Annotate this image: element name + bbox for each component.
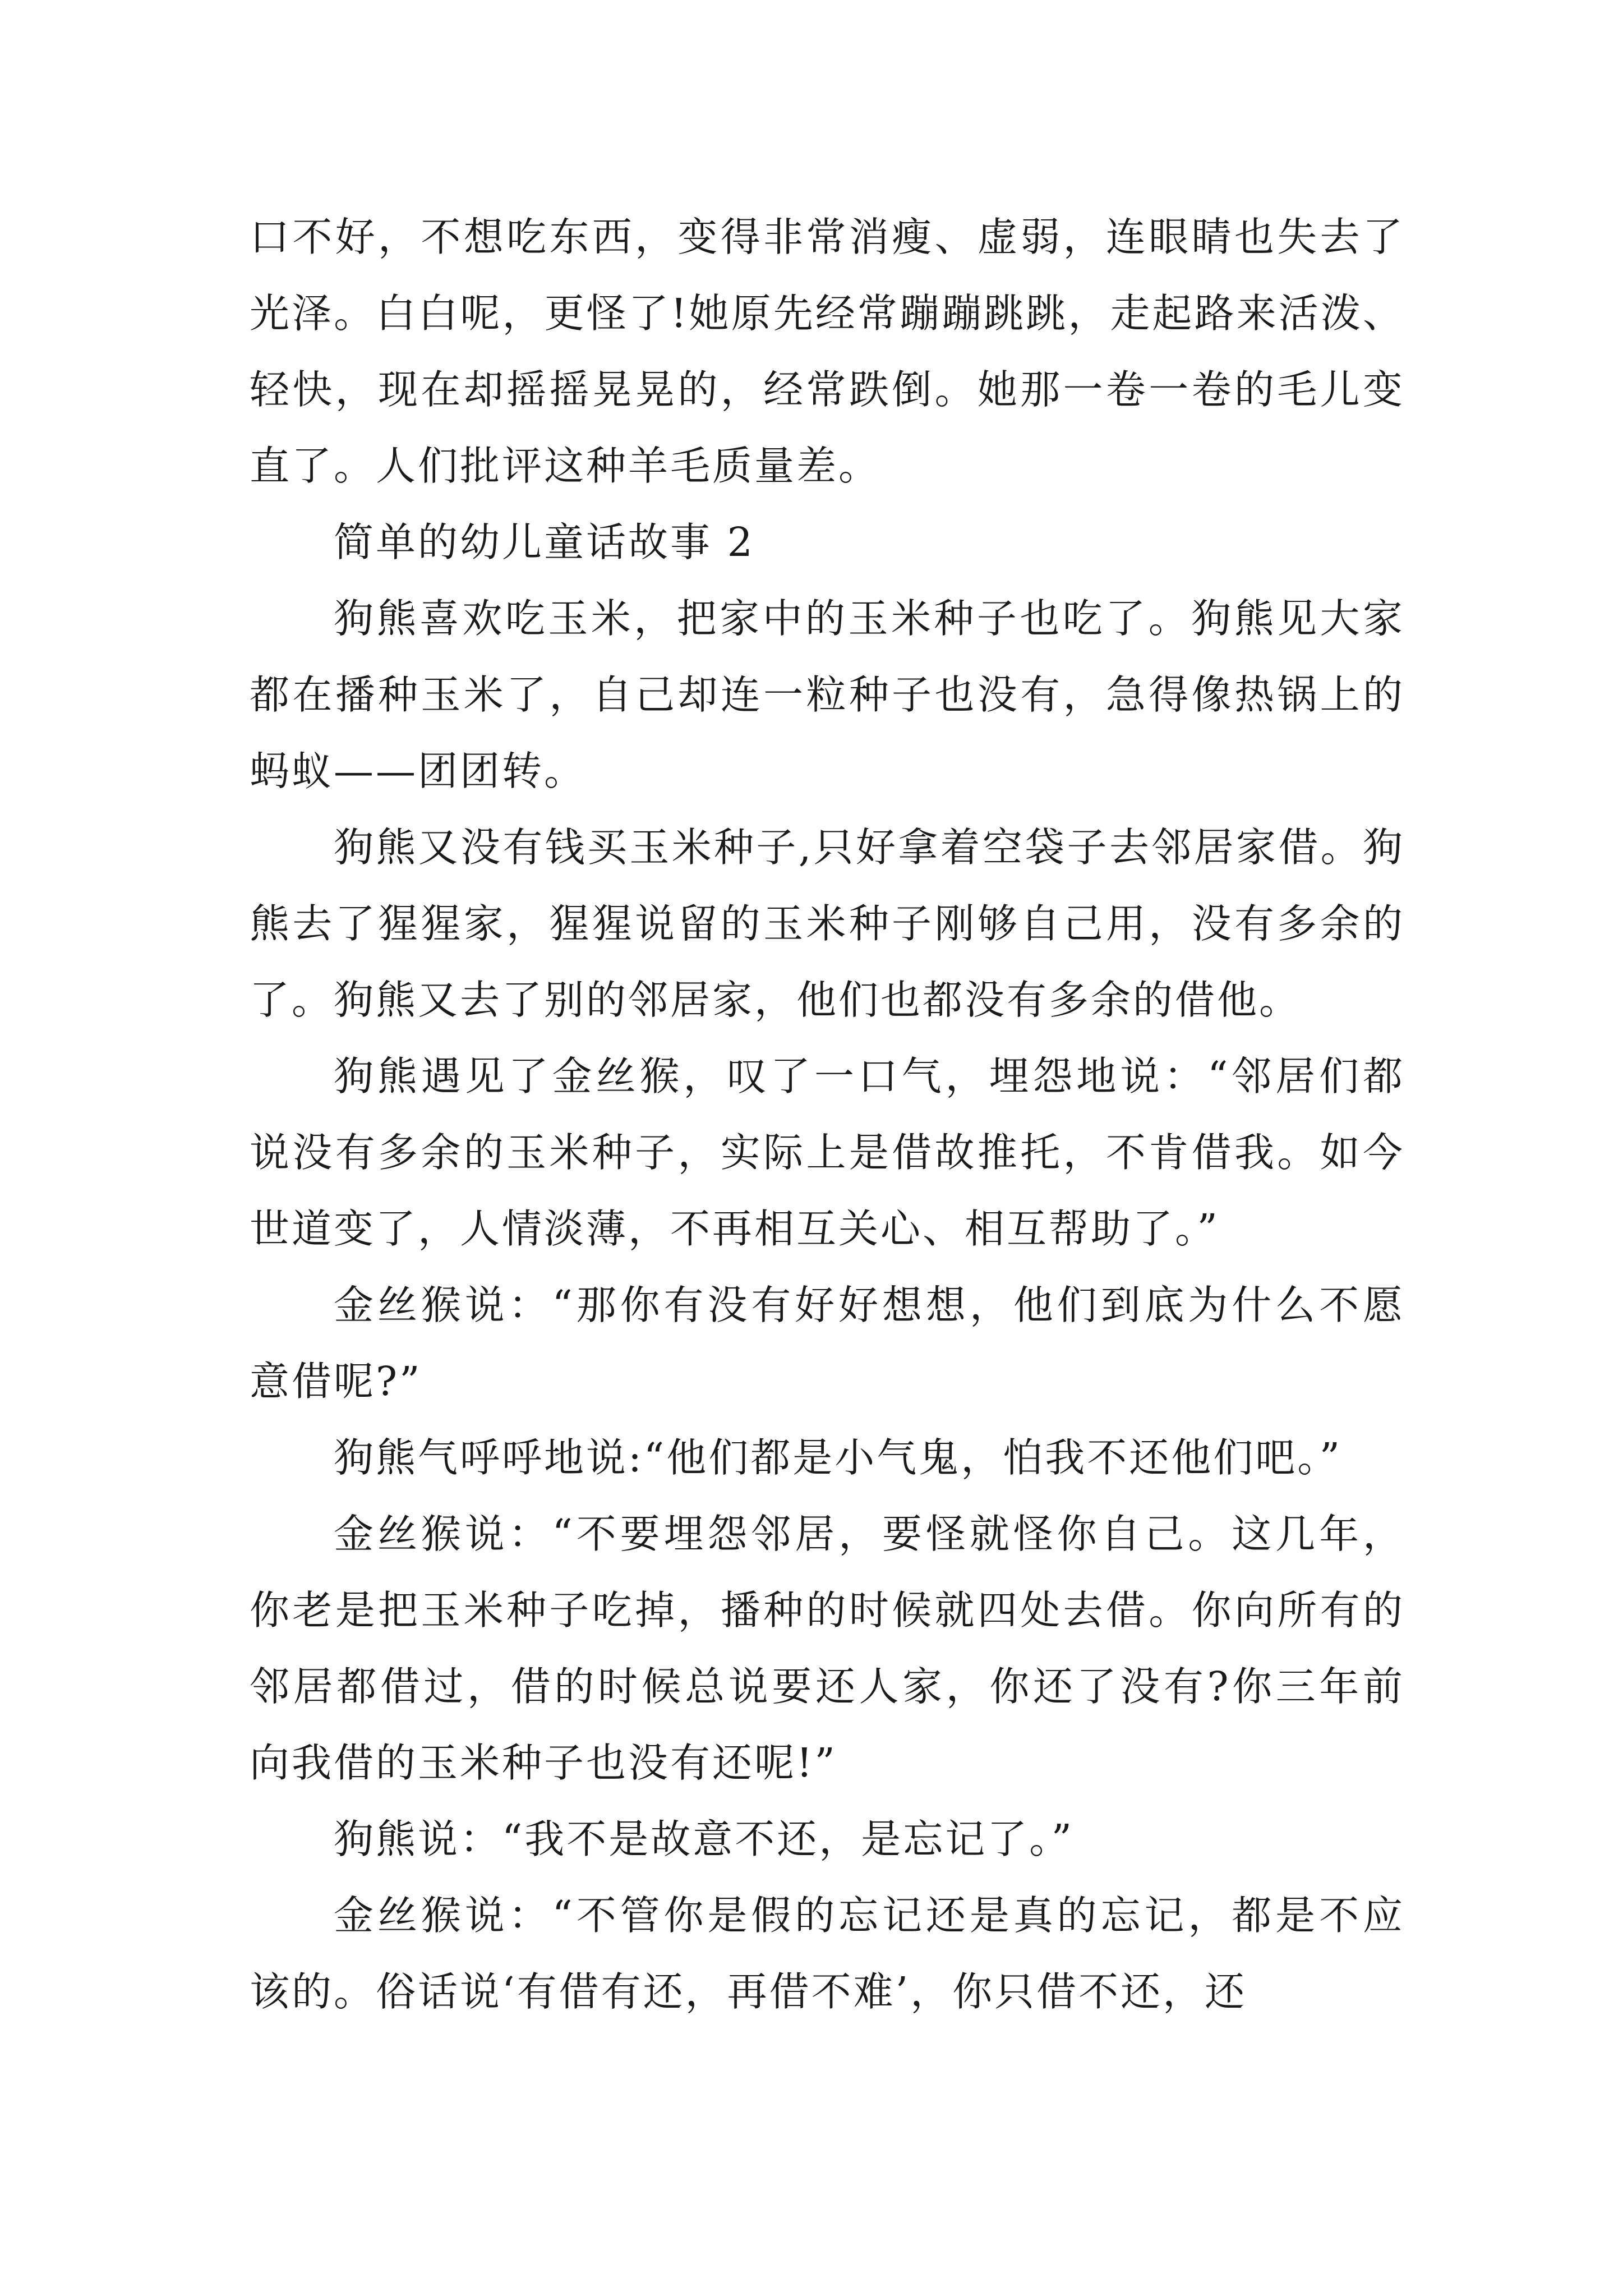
paragraph-7: 金丝猴说：“不要埋怨邻居，要怪就怪你自己。这几年，你老是把玉米种子吃掉，播种的时候就四处去借。你向所有的邻居都借过，借的时候总说要还人家，你还了没有?你三年前向我借的玉米种子也没有还呢!”	[250, 1511, 1405, 1786]
paragraph-9: 金丝猴说：“不管你是假的忘记还是真的忘记，都是不应该的。俗话说‘有借有还，再借不难’，你只借不还，还	[250, 1892, 1405, 2015]
section-heading: 简单的幼儿童话故事 2	[334, 519, 755, 565]
paragraph-8: 狗熊说：“我不是故意不还，是忘记了。”	[334, 1816, 1075, 1862]
paragraph-6: 狗熊气呼呼地说:“他们都是小气鬼，怕我不还他们吧。”	[334, 1434, 1343, 1481]
paragraph-5: 金丝猴说：“那你有没有好好想想，他们到底为什么不愿意借呢?”	[250, 1282, 1405, 1405]
paragraph-4: 狗熊遇见了金丝猴，叹了一口气，埋怨地说：“邻居们都说没有多余的玉米种子，实际上是借故推托，不肯借我。如今世道变了，人情淡薄，不再相互关心、相互帮助了。”	[250, 1053, 1405, 1252]
paragraph-1: 口不好，不想吃东西，变得非常消瘦、虚弱，连眼睛也失去了光泽。白白呢，更怪了!她原先经常蹦蹦跳跳，走起路来活泼、轻快，现在却摇摇晃晃的，经常跌倒。她那一卷一卷的毛儿变直了。人们批评这种羊毛质量差。	[250, 214, 1405, 489]
paragraph-2: 狗熊喜欢吃玉米，把家中的玉米种子也吃了。狗熊见大家都在播种玉米了，自己却连一粒种子也没有，急得像热锅上的蚂蚁——团团转。	[250, 595, 1405, 794]
paragraph-3: 狗熊又没有钱买玉米种子,只好拿着空袋子去邻居家借。狗熊去了猩猩家，猩猩说留的玉米种子刚够自己用，没有多余的了。狗熊又去了别的邻居家，他们也都没有多余的借他。	[250, 824, 1405, 1023]
document-body	[250, 199, 1405, 2030]
